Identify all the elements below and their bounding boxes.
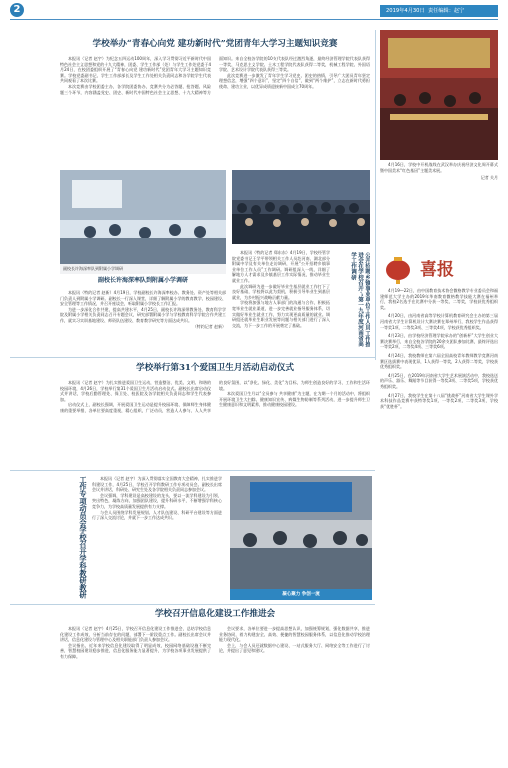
article-4-body — [60, 626, 370, 758]
article-1-body — [60, 56, 370, 160]
article-4-title: 学校召开信息化建设工作推进会 — [154, 609, 276, 619]
article-3-photo — [230, 476, 372, 600]
right-photo — [380, 30, 498, 160]
article-3-para-3: 与会人员围绕学科发展规划、人才队伍建设、科研平台建设等方面进行了深入交流讨论，并就下一步工作达成共识。 — [92, 509, 222, 521]
article-1-photo — [232, 170, 370, 244]
xibao-list — [380, 288, 498, 758]
header-date: 2019年4月30日 — [386, 8, 425, 14]
side-article-para-1: 本报讯（特约记者 郑东东）4月19日，学校经管学院党委书记王学平带领相关工作人员赴河南、湖北部分附属中学及有关单位走访调研，开展“公开招聘乡镇事业单位工作人员”工作调研。调研组深入一线，详细了解地方人才需求及乡镇基层工作实际情况，推动毕业生就业工作。 — [232, 250, 330, 283]
article-3-para-2: 会议强调，学科建设是高校建设的龙头，要以一流学科建设为引领，突出特色，凝练方向，加强团队建设，提升科研水平，不断增强学科核心竞争力，为学校高质量发展提供有力支撑。 — [92, 492, 222, 509]
article-2-title: 学校举行第31个爱国卫生月活动启动仪式 — [135, 363, 295, 373]
classroom-photo-image — [60, 170, 226, 274]
article-1-para-3: 此次竞赛进一步激发了青年学生学习党史、团史的热情，引导广大团员青年坚定理想信念，增强“四个意识”，坚定“四个自信”，做到“两个维护”，立志在新时代勇担使命、建功立业，以优异成绩迎接新中国成立70周年。 — [219, 72, 370, 89]
xibao-item-4: 4月24日，我校教师在第六届全国高校青年教师教学竞赛河南赛区选拔赛中表现优异，1人获得一等奖，2人获得二等奖，学校获优秀组织奖。 — [380, 352, 498, 370]
inner-article-para-2: 为进一步深化合作共建，提高共建水平，4月25日，副校长许海深带教务处、教育科学学院及附属小学相关负责同志召开专题会议，研究部署附属小学与学校教育科学学院合作共建工作，就实习实训基地建设、师资队伍建设、教育教学研究等方面达成共识。 — [60, 306, 226, 323]
inner-photo-frame — [60, 170, 226, 274]
article-4-para-1: 本报讯（记者 赵宇）4月25日，学校召开信息化建设工作推进会，总结学校信息化建设工作成效，分析当前存在的问题，部署下一阶段重点工作。副校长出席会议并讲话，信息化建设与管理中心及相关职能部门负责人参加会议。 — [60, 626, 211, 643]
art-exhibition-photo-image — [380, 30, 498, 160]
slogan-banner: 凝心聚力 争创一流 — [230, 589, 372, 600]
inner-article-author: （特约记者 赵新） — [192, 323, 226, 329]
right-photo-caption-block — [380, 162, 498, 218]
article-4-para-3: 会议要求，各单位要进一步提高思想认识，加强统筹规划，强化数据共享，推进业务协同，着力构建安全、高效、便捷的智慧校园服务体系，以信息化推动学校治理能力现代化。 — [219, 626, 370, 643]
divider-2 — [10, 470, 375, 471]
side-article-para-2: 此次调研为进一步做好毕业生基层就业工作打下了良好基础，学校将以此为契机，积极引导毕业生到基层就业，为乡村振兴战略贡献力量。 — [232, 283, 330, 300]
meeting-photo-image — [230, 476, 372, 600]
page-header — [0, 0, 508, 22]
xibao-header — [380, 254, 498, 286]
article-2-body — [60, 380, 370, 464]
audience-photo-image — [232, 170, 370, 244]
article-3-body — [92, 476, 222, 600]
inner-article-body — [60, 290, 226, 352]
xibao-item-5: 4月25日，在2019年河南省大学生艺术展演活动中，我校选送的声乐、器乐、舞蹈等节目获得一等奖3项、二等奖5项，学校获优秀组织奖。 — [380, 372, 498, 389]
inner-photo-caption: 副校长许海深率队到附属小学调研 — [60, 264, 226, 274]
xibao-item-2: 4月20日，由河南省高等学校计算机教育研究会主办的第三届河南省大学生计算机设计大赛决赛在郑州举行，我校学生作品获得一等奖1项、二等奖3项、三等奖4项，学校获优秀组织奖。 — [380, 313, 498, 330]
article-1-title: 学校举办“青春心向党 建功新时代”党团青年大学习主题知识竞赛 — [92, 39, 338, 49]
inner-article-title: 副校长许海深率队到附属小学调研 — [97, 277, 188, 284]
divider-1 — [10, 357, 375, 358]
article-2-para-3: 本次爱国卫生月以“全员参与 共享健康”为主题，在为期一个月的活动中，将组织开展环境卫生大扫除、健康知识宣传、病媒生物防制等系列活动，进一步提升师生卫生健康意识和文明素养，推动健康校园建设。 — [219, 391, 370, 408]
article-4-para-4: 会上，与会人员还就数据中心建设、一站式服务大厅、网络安全等工作进行了讨论，并提出了意见和建议。 — [219, 642, 370, 654]
header-date-section — [380, 5, 498, 17]
xibao-item-1: 4月19—22日，由中国教育技术协会微格教学专业委员会和福建师范大学主办的2019年华南教育微格教学技能大赛在福州举行，我校2名选手在比赛中分获一等奖、二等奖，学校获优秀组织奖。 — [380, 288, 498, 310]
article-2-para-1: 本报讯（记者 赵宇）为扎实推进爱国卫生运动，营造整洁、优美、文明、和谐的校园环境，4月26日，学校举行第31个爱国卫生月活动启动仪式。副校长出席启动仪式并讲话，学校后勤管理处、保卫处、校医院及各学院相关负责同志和学生代表参加。 — [60, 380, 211, 402]
xibao-item-3: 4月23日，由学校经济管理学院承办的“创新杯”大学生创业大赛决赛举行，来自全校各学院的20余支团队参加比赛，最终评选出一等奖2项、二等奖4项、三等奖6项。 — [380, 333, 498, 350]
header-section: 责任编辑：赵宁 — [427, 8, 465, 14]
side-article-body — [232, 250, 330, 352]
xibao-title: 喜报 — [420, 260, 454, 280]
lantern-icon — [380, 254, 416, 284]
page-number: 2 — [10, 3, 24, 17]
article-3-para-1: 本报讯（记者 赵宇）为深入贯彻落实全国教育大会精神，扎实推进学科建设工作，4月25日，学校召开学科教研工作专项动员会。副校长出席会议并讲话，科研处、研究生处及各学院相关负责同志参加会议。 — [92, 476, 222, 493]
article-4-para-2: 会议指出，近年来学校信息化建设取得了明显成效，校园网络基础设施不断完善，智慧校园建设稳步推进，信息化服务能力显著提升，为学校各项事业发展提供了有力保障。 — [60, 642, 211, 659]
inner-article-para-1: 本报讯（特约记者 赵新）4月19日，学校副校长许海深率校办、教务处、资产处等相关部门负责人到附属小学调研。副校长一行深入课堂，详细了解附属小学的教育教学、校园建设、安全管理等工作情况，并召开座谈会，听取附属小学校长工作汇报。 — [60, 290, 226, 307]
column-divider — [375, 30, 376, 360]
article-3-vertical-title: 工作专项动员会学校召开学科教研教研 — [79, 476, 88, 599]
right-photo-author: 记者 关月 — [480, 175, 498, 181]
right-photo-caption: 4月16日，学校中开机战线在武汉举办庆祝经济文化周开幕式暨中国美术“红色基因”主题美术展。 — [380, 162, 498, 173]
article-1-para-2: 本次竞赛由学校团委主办，各学院团委协办，竞赛共分为必答题、抢答题、风险题三个环节，内容涵盖党史、团史、新时代中国特色社会主义思想、十九大精神等方面知识。来自全校各学院的10支代表队经过激烈角逐，最终经济管理学院代表队获得一等奖，马克思主义学院、土木工程学院代表队获得二等奖，机械工程学院、外国语学院、艺术设计学院代表队获得三等奖。 — [60, 56, 370, 95]
header-rule — [10, 19, 498, 20]
side-article-para-3: 学校将加强与地方人事部门的沟通与合作，积极拓宽毕业生就业渠道，进一步完善就业指导服务体系，切实做好毕业生就业工作，努力实现更高质量的就业。调研组还就毕业生职业发展等问题与相关部门进行了深入交流，为下一步工作的开展奠定了基础。 — [232, 300, 330, 328]
article-2-para-2: 启动仪式上，副校长强调，开展爱国卫生运动是提升校园环境、保障师生身体健康的重要举措，各单位要高度重视，精心组织，广泛动员，营造人人参与、人人共享的良好氛围，以“净化、绿化、美化”为目标，为师生创造良好的学习、工作和生活环境。 — [60, 380, 370, 413]
xibao-item-6: 4月27日，我校学生在第十八届“挑战杯”河南省大学生课外学术科技作品竞赛中获特等奖1项、一等奖2项、二等奖3项，学校获“优胜杯”。 — [380, 392, 498, 409]
article-1-para-1: 本报讯（记者 赵宇）为纪念五四运动100周年，深入学习贯彻习近平新时代中国特色社会主义思想和党的十九大精神，团委、学生工作部（处）与学生工作处党委于4月24日，在校团委组织开展了“青春心向党 建功新时代”党团青年大学习主题知识竞赛。学校党委副书记、学生工作部部长及学生工作处相关负责同志和各学院学生代表共同观看了本次比赛。 — [60, 56, 211, 84]
side-article-vertical-title: 公开招聘乡镇事业单位工作人员工作推进会在学校召开·“第一九年度河南省高学工作调研 — [350, 252, 370, 348]
divider-3 — [10, 604, 375, 605]
